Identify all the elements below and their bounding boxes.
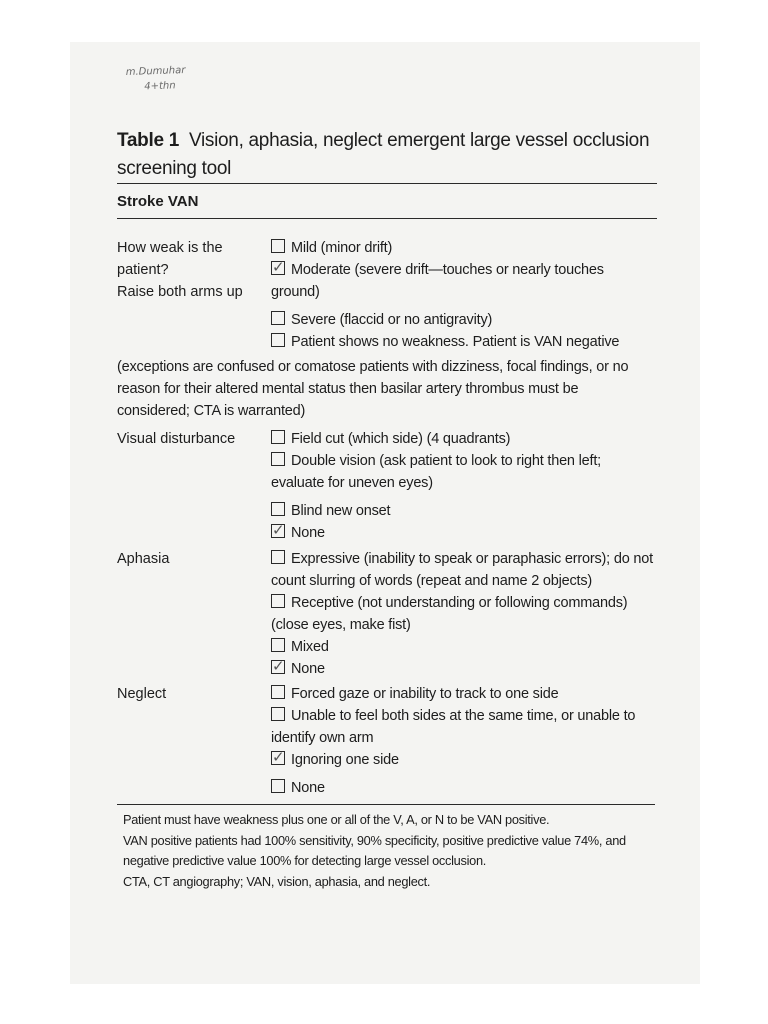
footnote-line: Patient must have weakness plus one or all of the V, A, or N to be VAN positive. — [123, 812, 550, 827]
table-footnote — [123, 810, 663, 892]
option-label: Field cut (which side) (4 quadrants) — [291, 431, 511, 447]
checkbox-checked[interactable] — [271, 751, 285, 765]
aphasia-option-expressive — [271, 548, 653, 592]
table-title — [117, 127, 662, 183]
weakness-option-moderate — [271, 259, 653, 303]
checkbox[interactable] — [271, 550, 285, 564]
top-rule — [117, 183, 657, 184]
checkbox-checked[interactable] — [271, 660, 285, 674]
handwritten-note — [125, 63, 186, 95]
footnote-rule — [117, 804, 655, 805]
visual-option-double-vision — [271, 450, 653, 494]
option-label: Receptive (not understanding or following commands) (close eyes, make fist) — [271, 595, 628, 633]
neglect-option-none — [271, 777, 653, 799]
visual-option-blind — [271, 500, 653, 522]
option-label: Mixed — [291, 639, 329, 655]
weakness-options — [271, 237, 653, 353]
option-label: None — [291, 661, 325, 677]
option-label: Mild (minor drift) — [291, 240, 393, 256]
section-title: Stroke VAN — [117, 193, 199, 210]
aphasia-option-receptive — [271, 592, 653, 636]
checkbox[interactable] — [271, 685, 285, 699]
section-rule — [117, 218, 657, 219]
handwritten-age: 4+thn — [144, 80, 176, 93]
option-label: Unable to feel both sides at the same time, or unable to identify own arm — [271, 708, 636, 746]
visual-option-field-cut — [271, 428, 653, 450]
table-title-text: Vision, aphasia, neglect emergent large vessel occlusion screening tool — [117, 130, 650, 179]
checkbox[interactable] — [271, 333, 285, 347]
checkbox-checked[interactable] — [271, 524, 285, 538]
neglect-question: Neglect — [117, 686, 167, 702]
option-label: Forced gaze or inability to track to one side — [291, 686, 559, 702]
option-label: Patient shows no weakness. Patient is VAN negative — [291, 334, 620, 350]
checkbox[interactable] — [271, 430, 285, 444]
option-label: None — [291, 525, 325, 541]
neglect-option-forced-gaze — [271, 683, 653, 705]
visual-options — [271, 428, 653, 544]
aphasia-question: Aphasia — [117, 551, 170, 567]
option-label: Ignoring one side — [291, 752, 399, 768]
checkbox[interactable] — [271, 311, 285, 325]
checkbox[interactable] — [271, 239, 285, 253]
neglect-option-ignoring — [271, 749, 653, 771]
weakness-label-line: patient? — [117, 262, 169, 278]
option-label: Double vision (ask patient to look to right then left; evaluate for uneven eyes) — [271, 453, 601, 491]
option-label: Moderate (severe drift—touches or nearly touches ground) — [271, 262, 604, 300]
neglect-options — [271, 683, 653, 799]
footnote-line: VAN positive patients had 100% sensitivity, 90% specificity, positive predictive value 74%, and negative predictive value 100% for detecting large vessel occlusion. — [123, 832, 626, 868]
weakness-option-severe — [271, 309, 653, 331]
option-label: Severe (flaccid or no antigravity) — [291, 312, 493, 328]
checkbox[interactable] — [271, 707, 285, 721]
option-label: None — [291, 780, 325, 796]
weakness-exception-note: (exceptions are confused or comatose patients with dizziness, focal findings, or no reason for their altered mental status then basilar artery thrombus must be considered; CTA is warranted) — [117, 359, 629, 419]
checkbox[interactable] — [271, 779, 285, 793]
visual-question: Visual disturbance — [117, 431, 236, 447]
neglect-option-unable-to-feel — [271, 705, 653, 749]
footnote-line: CTA, CT angiography; VAN, vision, aphasia, and neglect. — [123, 873, 431, 889]
weakness-option-mild — [271, 237, 653, 259]
option-label: Blind new onset — [291, 503, 391, 519]
weakness-label-line: How weak is the — [117, 240, 223, 256]
checkbox[interactable] — [271, 638, 285, 652]
aphasia-option-none — [271, 658, 653, 680]
visual-option-none — [271, 522, 653, 544]
weakness-question — [117, 237, 262, 303]
checkbox[interactable] — [271, 502, 285, 516]
handwritten-name: m.Dumuhar — [125, 64, 186, 79]
weakness-label-line: Raise both arms up — [117, 284, 243, 300]
checkbox[interactable] — [271, 452, 285, 466]
aphasia-options — [271, 548, 653, 680]
aphasia-option-mixed — [271, 636, 653, 658]
table-number: Table 1 — [117, 130, 179, 151]
checkbox-checked[interactable] — [271, 261, 285, 275]
weakness-option-none — [271, 331, 653, 353]
checkbox[interactable] — [271, 594, 285, 608]
option-label: Expressive (inability to speak or paraphasic errors); do not count slurring of words (repeat and name 2 objects) — [271, 551, 653, 589]
